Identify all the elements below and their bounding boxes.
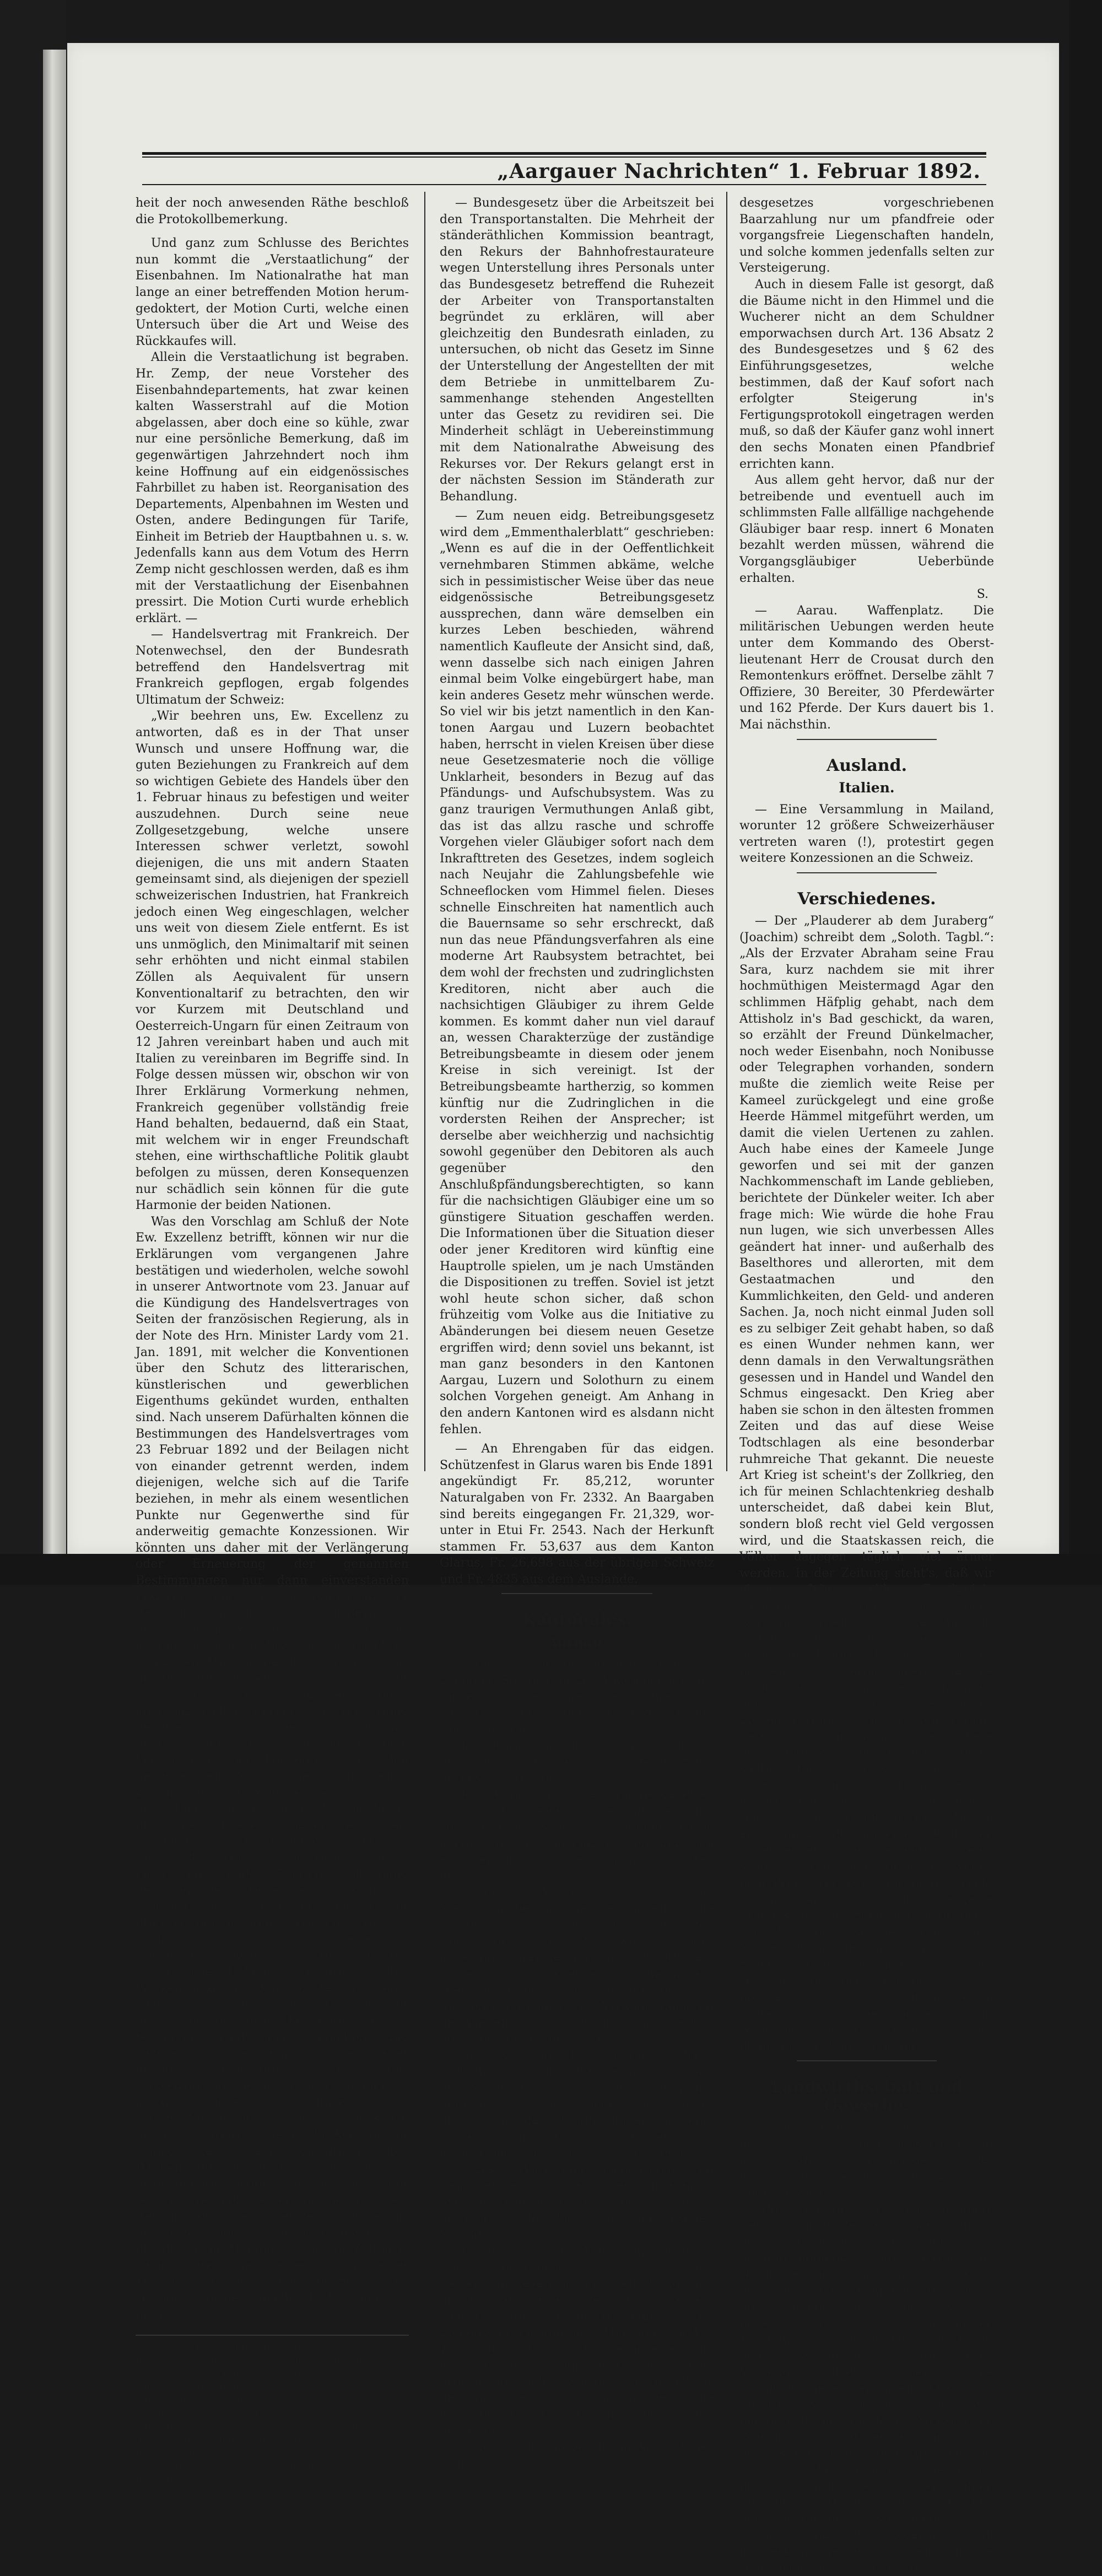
header-rule-bottom	[142, 184, 986, 185]
paragraph: Und ganz zum Schlusse des Berichtes nun kommt die „Verstaatlichung“ der Eisenbahnen. Im Nationalrathe hat man lange an einer betreffenden Motion herumgedoktert, der Motion Curti, welche einen Untersuch über die Art und Weise des Rückkaufes will.	[136, 236, 409, 348]
section-separator	[797, 2060, 937, 2061]
footnote-rule	[136, 2335, 409, 2336]
paragraph: — Der weitere Vorstand der aarg. landwirthschaftlichen Gesellschaft erläßt an die Vorstände der landwirthschaftlichen Bezirksvereine folgende Zuschrift:	[739, 2120, 994, 2200]
scan-border-right	[1069, 0, 1102, 1585]
paragraph: — Handelsvertrag mit Frankreich. Der Notenwechsel, den der Bundesrath betreffend den Handelsvertrag mit Frankreich gepflogen, ergab folgendes Ultimatum der Schweiz:	[136, 628, 409, 707]
feuilleton-footnote: soll ich auch Niemanden finden, der mir glaubt, und wenn ich meine Mutter, die Ihr mir durch Eure raffinirte Grausamkeit ermordet habt, mit einem solchen lügenhaften Geständniß in's Leben zurückzurufen vermöchte — mein Rechtsgefühl bäumt sich auf gegen Eure despotische Willkür, ich kann nicht anders, ich schreie es bis zum letzten Athemzuge hinaus, mein böser Leumund ist ungerechtfertigt, alle Eure herrlich aufgeschichteten Beweise sind falsch — und ich bin unschuldig!“	[136, 2342, 409, 2486]
column-3	[739, 195, 994, 2575]
header-rule-top-thin	[142, 156, 986, 158]
paragraph: — Aarau. Waffenplatz. Die militärischen Uebungen werden heute unter dem Kommando des Oberstlieutenant Herr de Crousat durch den Remontenkurs eröffnet. Derselbe zählt 7 Offiziere, 30 Bereiter, 30 Pferdewärter und 162 Pferde. Der Kurs dauert bis 1. Mai nächsthin.	[739, 603, 994, 732]
column-divider-2	[726, 192, 727, 1471]
subsection-heading-aargau: Aargau.	[547, 1634, 607, 1650]
paragraph: Nun ist aber schon wiederholt darauf aufmerksam gemacht worden, daß die rebuzirten Umtriebszeiten der	[739, 2528, 994, 2575]
author-signature: S.	[976, 587, 988, 602]
column-divider-1	[424, 192, 425, 1471]
paragraph: Allein die Verstaatlichung ist begraben. Hr. Zemp, der neue Vorsteher des Eisenbahndepartements, hat zwar keinen kalten Wasserstrahl auf die Motion abgelassen, aber doch eine so kühle, zwar nur eine persönliche Bemerkung, daß im gegenwärtigen Jahrzehndert noch ihm keine Hoffnung auf ein eidgenössisches Fahrbillet zu haben ist. Reorganisation des Departements, Alpenbahnen im Westen und Osten, andere Bedingungen für Tarife, Einheit im Betrieb der Hauptbahnen u. s. w. Jedenfalls kann aus dem Votum des Herrn Zemp nicht geschlossen werden, daß es ihm mit der Verstaatlichung der Eisenbahnen pressirt. Die Motion Curti wurde erheblich erklärt. —	[136, 350, 409, 625]
section-separator	[797, 739, 937, 740]
header-rule-top	[142, 152, 986, 155]
paragraph: — Zum neuen eidg. Betreibungsgesetz wird dem „Emmenthalerblatt“ geschrieben: „Wenn es auf die in der Oeffentlichkeit vernehmbaren Stimmen abkäme, welche sich in pessimistischer Weise über das neue eidgenössische Betreibungsgesetz aussprechen, dann wäre demselben ein kurzes Leben beschieden, während namentlich Kaufleute der Ansicht sind, daß, wenn dasselbe sich nach einigen Jahren einmal beim Volke eingebürgert habe, man kein anderes Gesetz mehr wünschen werde. So viel wir bis jetzt namentlich in den Kantonen Aargau und Luzern beobachtet haben, herrscht in vielen Kreisen über diese neue Gesetzesmaterie noch die völlige Unklarheit, besonders in Bezug auf das Pfändungs- und Aufschubsystem. Was zu ganz traurigen Vermuthungen Anlaß gibt, das ist das allzu rasche und schroffe Vorgehen vieler Gläubiger sofort nach dem Inkrafttreten des Gesetzes, indem sogleich nach Neujahr die Zahlungsbefehle wie Schneeflocken vom Himmel fielen. Dieses schnelle Einschreiten hat namentlich auch die Bauernsame so sehr erschreckt, daß nun das neue Pfändungsverfahren als eine moderne Art Raubsystem betrachtet, bei dem wohl der frechsten und zudringlichsten Kreditoren, nicht aber auch die nachsichtigen Gläubiger zu ihrem Gelde kommen. Es kommt daher nun viel darauf an, wessen Charakterzüge der zuständige Betreibungsbeamte in diesem oder jenem Kreise in sich vereinigt. Ist der Betreibungsbeamte hartherzig, so kommen künftig nur die Zudringlichen in die vordersten Reihen der Ansprecher; ist derselbe aber weichherzig und nachsichtig sowohl gegenüber den Debitoren als auch gegenüber den Anschlußpfändungsberechtigten, so kann für die nachsichtigen Gläubiger eine um so günstigere Situation geschaffen werden. Die Informationen über die Situation dieser oder jener Kreditoren wird künftig eine Hauptrolle spielen, um je nach Umständen die Dispositionen zu treffen. Soviel ist jetzt wohl heute schon sicher, daß schon frühzeitig vom Volke aus die Initiative zu Abänderungen bei diesem neuen Gesetze ergriffen wird; denn soviel uns bekannt, ist man ganz besonders in den Kantonen Aargau, Luzern und Solothurn zu einem solchen Vorgehen geneigt. Am Anhang in den andern Kantonen wird es alsdann nicht fehlen.	[440, 509, 714, 1436]
section-heading-kantonales: Kantonales.	[521, 1610, 633, 1630]
subsection-heading-italien: Italien.	[839, 779, 895, 796]
paragraph: Die französisch schweizerische Konvention gewährt in Art. 20 den französischen Urhebern von dramatischen Werken und den Komponisten Vortheile, welche sich nach dem Wortlaut der internationalen Berner Konvention vom 9. September 1886 nicht genießen, und welche viel weiter gehen, als die unserer eigenen Urhebern durch das schweizerische Gesetz, welches jünger ist als diese Konvention, garantirten Rechte. Dieses Privilegium an und für sich, sowie die Art und Weise, in denen die Agenten der französischen Urheber von dramatischen Werken und Komponisten es zur Wahrung ihrer Rechte ausgeübt haben, hat in der Schweiz die lebhaftesten und gerechtesten Reklamationen hervorgerufen. Es wäre uns daher nicht möglich, abgesehen davon, daß die öffentliche Meinung des neuen Zolltarifs wegen bereits sehr erregt ist, zu einer Verlängerung der betreffenden Spezialkonvention unter den gleichen Bedingungen zu bieten.“	[136, 1932, 409, 2321]
paragraph: „Wir beehren uns, Ew. Excellenz zu antworten, daß es in der That unser Wunsch und unsere Hoffnung war, die guten Beziehungen zu Frankreich auf dem so wichtigen Gebiete des Handels über den 1. Februar hinaus zu befestigen und weiter auszudehnen. Durch seine neue Zollgesetzgebung, welche unsere Interessen schwer verletzt, sowohl diejenigen, die uns mit andern Staaten gemeinsamt sind, als diejenigen der speziell schweizerischen Industrien, hat Frankreich jedoch einen Weg eingeschlagen, welcher uns weit von diesem Ziele entfernt. Es ist uns unmöglich, den Minimaltarif mit seinen sehr erhöhten und nicht einmal stabilen Zöllen als Aequivalent für unsern Konventionaltarif zu betrachten, den wir vor Kurzem mit Deutschland und Oesterreich-Ungarn für einen Zeitraum von 12 Jahren vereinbart haben und auch mit Italien zu vereinbaren im Begriffe sind. In Folge dessen müssen wir, obschon wir von Ihrer Erklärung Vormerkung nehmen, Frankreich gegenüber vollständig freie Hand behalten, bedauernd, daß ein Staat, mit welchem wir in enger Freundschaft stehen, eine wirthschaftliche Politik glaubt befolgen zu müssen, deren Konsequenzen nur schädlich sein können für die gute Harmonie der beiden Nationen.	[136, 709, 409, 1213]
paragraph: „Die Berichte ab den Nonnen-Devastationsplätzen von Süddeutschland und Oesterreich bestätigen alle übereinstimmend, daß, wenn die Nonnenfeuche einmal sich festgesetzt hat, mit Erfolg wenig oder gar nichts mehr dagegen auszurichten ist und daher vorab auf die sogenannten Vorbeugungsmittel vorsichtig das Hauptgewicht zu legen ist. Unter diesen Vorbeugungsmitteln spielen die Hauptrolle jene Vögelarten, welche als Insektenfresser bekannt sind, wie namentlich die Spechten, Meisenarten (Spechtmeise) und der gefräßige Staar, der als großer Raupenwürger bekannt ist. Es sind dies die guten Höhlenbrüter, die ihre Brutstätte in alten hohlen Bäumen des Waldes oder der Anlagen und Baumgärten zu nisten pflegen.	[739, 2202, 994, 2526]
column-1	[136, 195, 409, 2486]
column-2	[440, 195, 714, 2470]
paragraph: Auch in diesem Falle ist gesorgt, daß die Bäume nicht in den Himmel und die Wucherer nicht an dem Schuldner emporwachsen durch Art. 136 Absatz 2 des Bundesgesetzes und § 62 des Einführungsgesetzes, welche bestimmen, daß der Kauf sofort nach erfolgter Steigerung in's Fertigungsprotokoll eingetragen werden muß, so daß der Käufer ganz wohl innert den sechs Monaten einen Pfandbrief errichten kann.	[739, 277, 994, 471]
paragraph: — Auch zum Betreibungsgesetz. (Einges.) Erlauben Sie auch in der Angelegenheit der Liegenschaftsversteigerungen unter der Herrschaft des neuen Gesetzes einige Bemerkungen.	[440, 1657, 714, 1736]
paragraph: — Der „Plauderer ab dem Juraberg“ (Joachim) schreibt dem „Soloth. Tagbl.“: „Als der Erzvater Abraham seine Frau Sara, kurz nachdem sie mit ihrer hochmüthigen Meistermagd Agar den schlimmen Häfplig gehabt, nach dem Attisholz in's Bad geschickt, da waren, so erzählt der Freund Dünkelmacher, noch weder Eisenbahn, noch Nonibusse oder Telegraphen vorhanden, sondern mußte die ziemlich weite Reise per Kameel zurückgelegt und eine große Heerde Hämmel mitgeführt werden, um damit die vielen Uertenen zu zahlen. Auch habe eines der Kameele Junge geworfen und sei mit der ganzen Nachkommenschaft im Lande geblieben, berichtete der Dünkeler weiter. Ich aber frage mich: Wie würde die hohe Frau nun lugen, wie sich unverbessen Alles geändert hat inner- und außerhalb des Baselthores und allerorten, mit dem Gestaatmachen und den Kummlichkeiten, den Geld- und anderen Sachen. Ja, noch nicht einmal Juden soll es zu selbiger Zeit gehabt haben, so daß es einen Wunder nehmen kann, wer denn damals in den Verwaltungsräthen gesessen und in Handel und Wandel den Schmus eingesackt. Den Krieg aber haben sie schon in den ältesten frommen Zeiten und das auf diese Weise Todtschlagen als eine besonderbar ruhmreiche That gekannt. Die neueste Art Krieg ist scheint's der Zollkrieg, den ich für meinen Schlachtenkrieg deshalb unterscheidet, daß dabei kein Blut, sondern bloß recht viel Geld vergossen wird, und die Staatskassen reich, die Völker dagegen täglich viel ärmer werden. In der Zeitung steht's, daß wir einen solchen wider Frankreich, vielleicht auch gegen unsern lieben Nachbar jonseits in nahe Aussicht haben. So daß wir am End' noch auf die unzähligen Truppen Talianer verzichten müssen, wo allerhaustagen wie die Heugumper in's Land gereist kommen und mit ihrer gestüpfigen Liebenswürdigkeit uns so viele Freude bereiten — wie Schade, wenn diese durch den Zollkrieg dahinten bleiben sollten. Auch meine Käthri hat letzter Tage einen Handelsvertrag abgeschlossen und zwar mit Oesterreich-Ungarn, betreffend den Ankauf einer Rattenfalle und eines blechernen Hafendeckels; wobei die beiden Parteien schier hintereinander geriethen wegen dem Preis, weil keine die andere recht verstand. Aber warum haben sie keine Dolmetscher und Sekretäre beigezogen, wie das sonst so der Brauch ist? Schließlich hat der NatziFatzi noch ein Stück Käswähen bekommen und ist sehr vergnügt von dannen gezogen. Gut Frau, meinte er, als er mir vor dem Haus Adieß sagte. Was ich dabei dachte, braucht Niemand zu wissen, weßhalb ich verbleibe mit Gruß und Achtung.	[739, 914, 994, 2053]
paragraph: Hier ist also das kantonale Recht vorbehalten und dasselbe bestimmt in § 582 des Sachenrechts: „Geht ein Grundpfand ungetheilt auf einen neuen Eigenthümer über, so ist der Pfandgläubiger für seine Forderung mit Zins und Kosten ganz anzuweisen“ 2c., und in § 593 desselben Gesetzes: „Wird eine Liegenschaft auf Begehren des Gläubigers öffentlich verkauft oder im Geldstage veräußert, so haftet dieselbe nur für die darauf angewiesenen Schulden.“	[440, 2048, 714, 2242]
paragraph: Es kann sich also bei der in Art. 136 des Bun-	[440, 2439, 714, 2470]
section-heading-landwirthschaft: Landwirthschaft und Gewerbe.	[770, 2077, 964, 2115]
paragraph: Daß auch bei der Abfassung des aarg. Einführungsgesetzes zum Betreibungsgesetz an die Ueberbunde gedacht wurde, beweist der § 61 desselben, welcher lautet: „Bei der Versteigerung von Liegenschaften sind nach Maßgabe von Art. 135 und 156 des Bundesgesetzes die aufhaftenden Grundpfandschulden nebst drei aufstehenden Zinsen und Bruchzins dem Erwerber zu überbinden, ebenso die auf dem Grundstück haftenden Dienstbarkeiten.“	[440, 2244, 714, 2438]
paragraph: Der Artikel 134 des Bundesgesetzes lautet: „Die Steigerungsbedingungen sind vom Betreibungsamt in ortsüblicher Weise aufzustellen und so einzurichten, daß sich ein möglichst günstiges Ergebniß erwarten läßt.“	[440, 1787, 714, 1883]
section-heading-ausland: Ausland.	[826, 755, 907, 775]
paragraph: — Bundesgesetz über die Arbeitszeit bei den Transportanstalten. Die Mehrheit der ständeräthlichen Kommission beantragt, den Rekurs der Bahnhofrestaurateure wegen Unterstellung ihres Personals unter das Bundesgesetz betreffend die Ruhezeit der Arbeiter von Transportanstalten begründet zu erklären, will aber gleichzeitig den Bundesrath einladen, zu untersuchen, ob nicht das Gesetz im Sinne der Unterstellung der Angestellten der mit dem Betriebe in unmittelbarem Zusammenhange stehenden Angestellten unter das Gesetz zu revidiren sei. Die Minderheit schlägt in Uebereinstimmung mit dem Nationalrathe Abweisung des Rekurses vor. Der Rekurs gelangt erst in der nächsten Session im Ständerath zur Behandlung.	[440, 196, 714, 504]
paragraph: Aus allem geht hervor, daß nur der betreibende und eventuell auch im schlimmsten Falle allfällige nachgehende Gläubiger baar resp. innert 6 Monaten bezahlt werden müssen, während die Vorgangsgläubiger Ueberbünde erhalten.	[739, 473, 994, 585]
paragraph: — An Ehrengaben für das eidgen. Schützenfest in Glarus waren bis Ende 1891 angekündigt Fr. 85,212, worunter Naturalgaben von Fr. 2332. An Baargaben sind bereits eingegangen Fr. 21,329, worunter in Etui Fr. 2543. Nach der Herkunft stammen Fr. 53,637 aus dem Kanton Glarus, Fr. 26,698 aus der übrigen Schweiz und Fr. 4835 aus dem Auslande.	[440, 1442, 714, 1586]
page-edge-stack	[43, 50, 66, 1559]
section-heading-verschiedenes: Verschiedenes.	[797, 889, 936, 909]
paragraph: — Eine Versammlung in Mailand, worunter 12 größere Schweizerhäuser vertreten waren (!), protestirt gegen weitere Konzessionen an die Schweiz.	[739, 802, 994, 866]
paragraph: Ferner Artikel 35: „Die Steigerungsbedingungen bestimmen, ob die Liegenschaft frei und ledig von allen Belastungen verkauft werde, oder anderfalls, welche Lasten, (Hypotheken, Gülten, Grundrenten, Reallasten, Dienstbarkeiten u. dgl.) gemäß dem kantonalen Rechte nach dem Verkaufe noch auf der Liegenschaft ruhen und vom Erwerber übernommen werden sollen.“	[440, 1885, 714, 2046]
paragraph: heit der noch anwesenden Räthe beschloß die Protokollbemerkung.	[136, 196, 409, 226]
paragraph: Was den Vorschlag am Schluß der Note Ew. Exzellenz betrifft, können wir nur die Erklärungen vom vergangenen Jahre bestätigen und wiederholen, welche sowohl in unserer Antwortnote vom 23. Januar auf die Kündigung des Handelsvertrages von Seiten der französischen Regierung, als in der Note des Hrn. Minister Lardy vom 21. Jan. 1891, mit welcher die Konventionen über den Schutz des litterarischen, künstlerischen und gewerblichen Eigenthums gekündet wurden, enthalten sind. Nach unserem Dafürhalten können die Bestimmungen des Handelsvertrages vom 23 Februar 1892 und der Beilagen nicht von einander getrennt werden, indem diejenigen, welche sich auf die Tarife beziehen, in mehr als einem wesentlichen Punkte nur Gegenwerthe sind für anderweitig gemachte Konzessionen. Wir könnten uns daher mit der Verlängerung oder Erneuerung der genannten Bestimmungen nur dann einverstanden erklären, wenn uns die Regierung der Republik dafür billigen Ersatz in Bezug auf den Zolltarif zusichert. Es wäre uns angenehm, ihre diesbezüglichen Absichten zu kennen. Was uns betrifft, so wird sie uns immer bereit finden, mit ihr auf dieser Grundlage in Unterhandlungen einzutreten, aber inzwischen werden wir freie Hand behalten, um auch in dieser Hinsicht nach unserem Gutdünken zu handeln. Was eine Verlängerung der Konvention über den gegenseitigen Schutz der industriellen Zeichnungen und Modelle und der Fabrik- und Handelsmarken anbetrifft, so bietet diese kein Interesse neben der internationalen Pariser Konvention vom 20. März 1883, welche diese Verhältnisse in einer für beide Staaten vollständig befriedigenden Weise regelt. Nicht so verhält es sich in Betreff des Schutzes der litterarischen und künstlerischen Werke.	[136, 1214, 409, 1930]
masthead-title: „Aargauer Nachrichten“ 1. Februar 1892.	[497, 160, 981, 183]
page-header	[142, 112, 986, 183]
newspaper-page	[67, 43, 1059, 2575]
section-separator	[797, 872, 937, 873]
paragraph: Die Bestimmungen sind gar nicht so gefährlich, wie sie von anderer Seite dargestellt werden.	[440, 1738, 714, 1785]
paragraph: desgesetzes vorgeschriebenen Baarzahlung nur um pfandfreie oder vorgangsfreie Liegenschaften handeln, und solche kommen jedenfalls selten zur Versteigerung.	[739, 196, 994, 276]
section-separator	[501, 1593, 652, 1594]
